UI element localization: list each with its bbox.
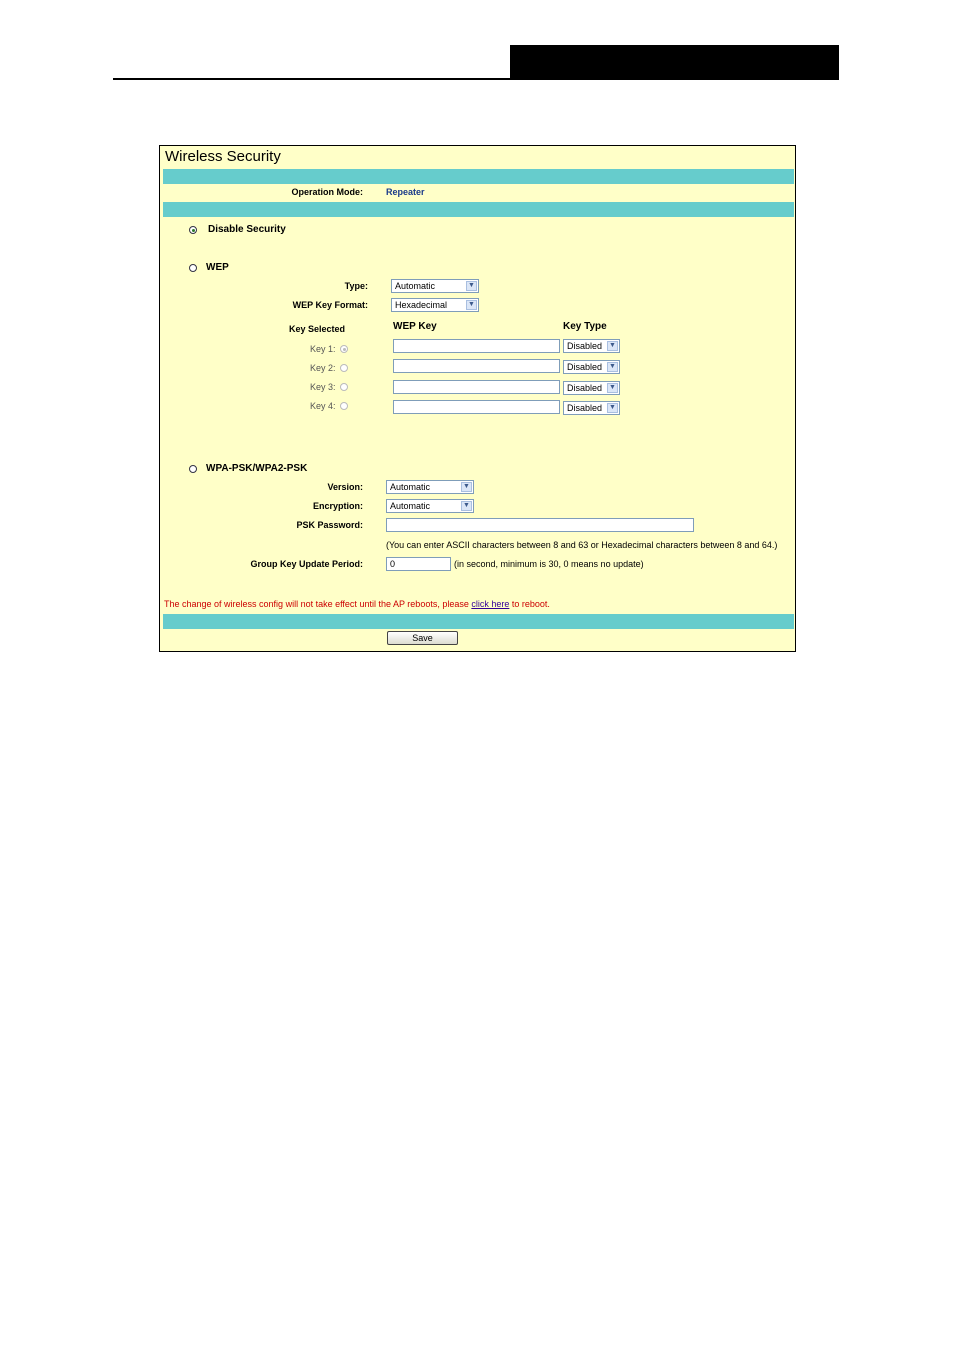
key-2-type-value: Disabled — [567, 362, 603, 372]
key-4-input[interactable] — [393, 400, 560, 414]
wpa-label: WPA-PSK/WPA2-PSK — [206, 463, 308, 474]
wep-label: WEP — [206, 262, 229, 273]
header-bar — [510, 45, 839, 80]
wpa-encryption-value: Automatic — [390, 501, 431, 511]
wep-type-value: Automatic — [395, 281, 436, 291]
wep-format-value: Hexadecimal — [395, 300, 448, 310]
key-3-radio[interactable] — [340, 383, 348, 391]
chevron-down-icon: ▼ — [461, 482, 472, 492]
key-4-radio[interactable] — [340, 402, 348, 410]
chevron-down-icon: ▼ — [607, 362, 618, 372]
reboot-notice-after: to reboot. — [509, 599, 550, 609]
key-1-type-select[interactable] — [563, 339, 620, 353]
chevron-down-icon: ▼ — [466, 300, 477, 310]
reboot-notice — [164, 599, 550, 609]
key-3-input[interactable] — [393, 380, 560, 394]
key-3-type-select[interactable] — [563, 381, 620, 395]
mode-band — [163, 202, 794, 217]
col-key-type: Key Type — [563, 321, 607, 332]
wep-format-select[interactable] — [391, 298, 479, 312]
reboot-notice-before: The change of wireless config will not take effect until the AP reboots, please — [164, 599, 472, 609]
operation-mode-value: Repeater — [386, 187, 425, 197]
wpa-radio[interactable] — [189, 465, 197, 473]
wpa-encryption-label: Encryption: — [312, 501, 363, 511]
key-4-type-value: Disabled — [567, 403, 603, 413]
bottom-band — [163, 614, 794, 629]
chevron-down-icon: ▼ — [461, 501, 472, 511]
wireless-security-panel — [159, 145, 796, 652]
key-1-input[interactable] — [393, 339, 560, 353]
reboot-link[interactable]: click here — [471, 599, 510, 609]
wpa-encryption-select[interactable] — [386, 499, 474, 513]
key-2-label: Key 2: — [310, 363, 336, 373]
disable-security-label: Disable Security — [208, 224, 286, 235]
save-button[interactable]: Save — [387, 631, 458, 645]
wep-radio[interactable] — [189, 264, 197, 272]
col-key-selected: Key Selected — [289, 324, 346, 334]
key-1-radio[interactable] — [340, 345, 348, 353]
key-1-label: Key 1: — [310, 344, 336, 354]
header-rule — [113, 78, 839, 80]
col-wep-key: WEP Key — [393, 321, 437, 332]
wpa-version-label: Version: — [327, 482, 363, 492]
wpa-version-select[interactable] — [386, 480, 474, 494]
key-4-type-select[interactable] — [563, 401, 620, 415]
key-4-label: Key 4: — [310, 401, 336, 411]
key-1-type-value: Disabled — [567, 341, 603, 351]
chevron-down-icon: ▼ — [607, 341, 618, 351]
psk-hint: (You can enter ASCII characters between 8 and 63 or Hexadecimal characters between 8 and 64.) — [386, 540, 778, 550]
operation-mode-label: Operation Mode: — [291, 187, 363, 197]
group-key-hint: (in second, minimum is 30, 0 means no update) — [454, 559, 644, 569]
group-key-input[interactable]: 0 — [386, 557, 451, 571]
key-3-type-value: Disabled — [567, 383, 603, 393]
chevron-down-icon: ▼ — [466, 281, 477, 291]
chevron-down-icon: ▼ — [607, 403, 618, 413]
psk-password-input[interactable] — [386, 518, 694, 532]
key-3-label: Key 3: — [310, 382, 336, 392]
chevron-down-icon: ▼ — [607, 383, 618, 393]
key-2-type-select[interactable] — [563, 360, 620, 374]
disable-security-radio[interactable] — [189, 226, 197, 234]
key-2-input[interactable] — [393, 359, 560, 373]
top-band — [163, 169, 794, 184]
wep-type-select[interactable] — [391, 279, 479, 293]
wep-format-label: WEP Key Format: — [292, 300, 368, 310]
key-2-radio[interactable] — [340, 364, 348, 372]
group-key-label: Group Key Update Period: — [250, 559, 363, 569]
page-title: Wireless Security — [165, 148, 281, 165]
wep-type-label: Type: — [344, 281, 368, 291]
wpa-version-value: Automatic — [390, 482, 431, 492]
psk-password-label: PSK Password: — [296, 520, 363, 530]
